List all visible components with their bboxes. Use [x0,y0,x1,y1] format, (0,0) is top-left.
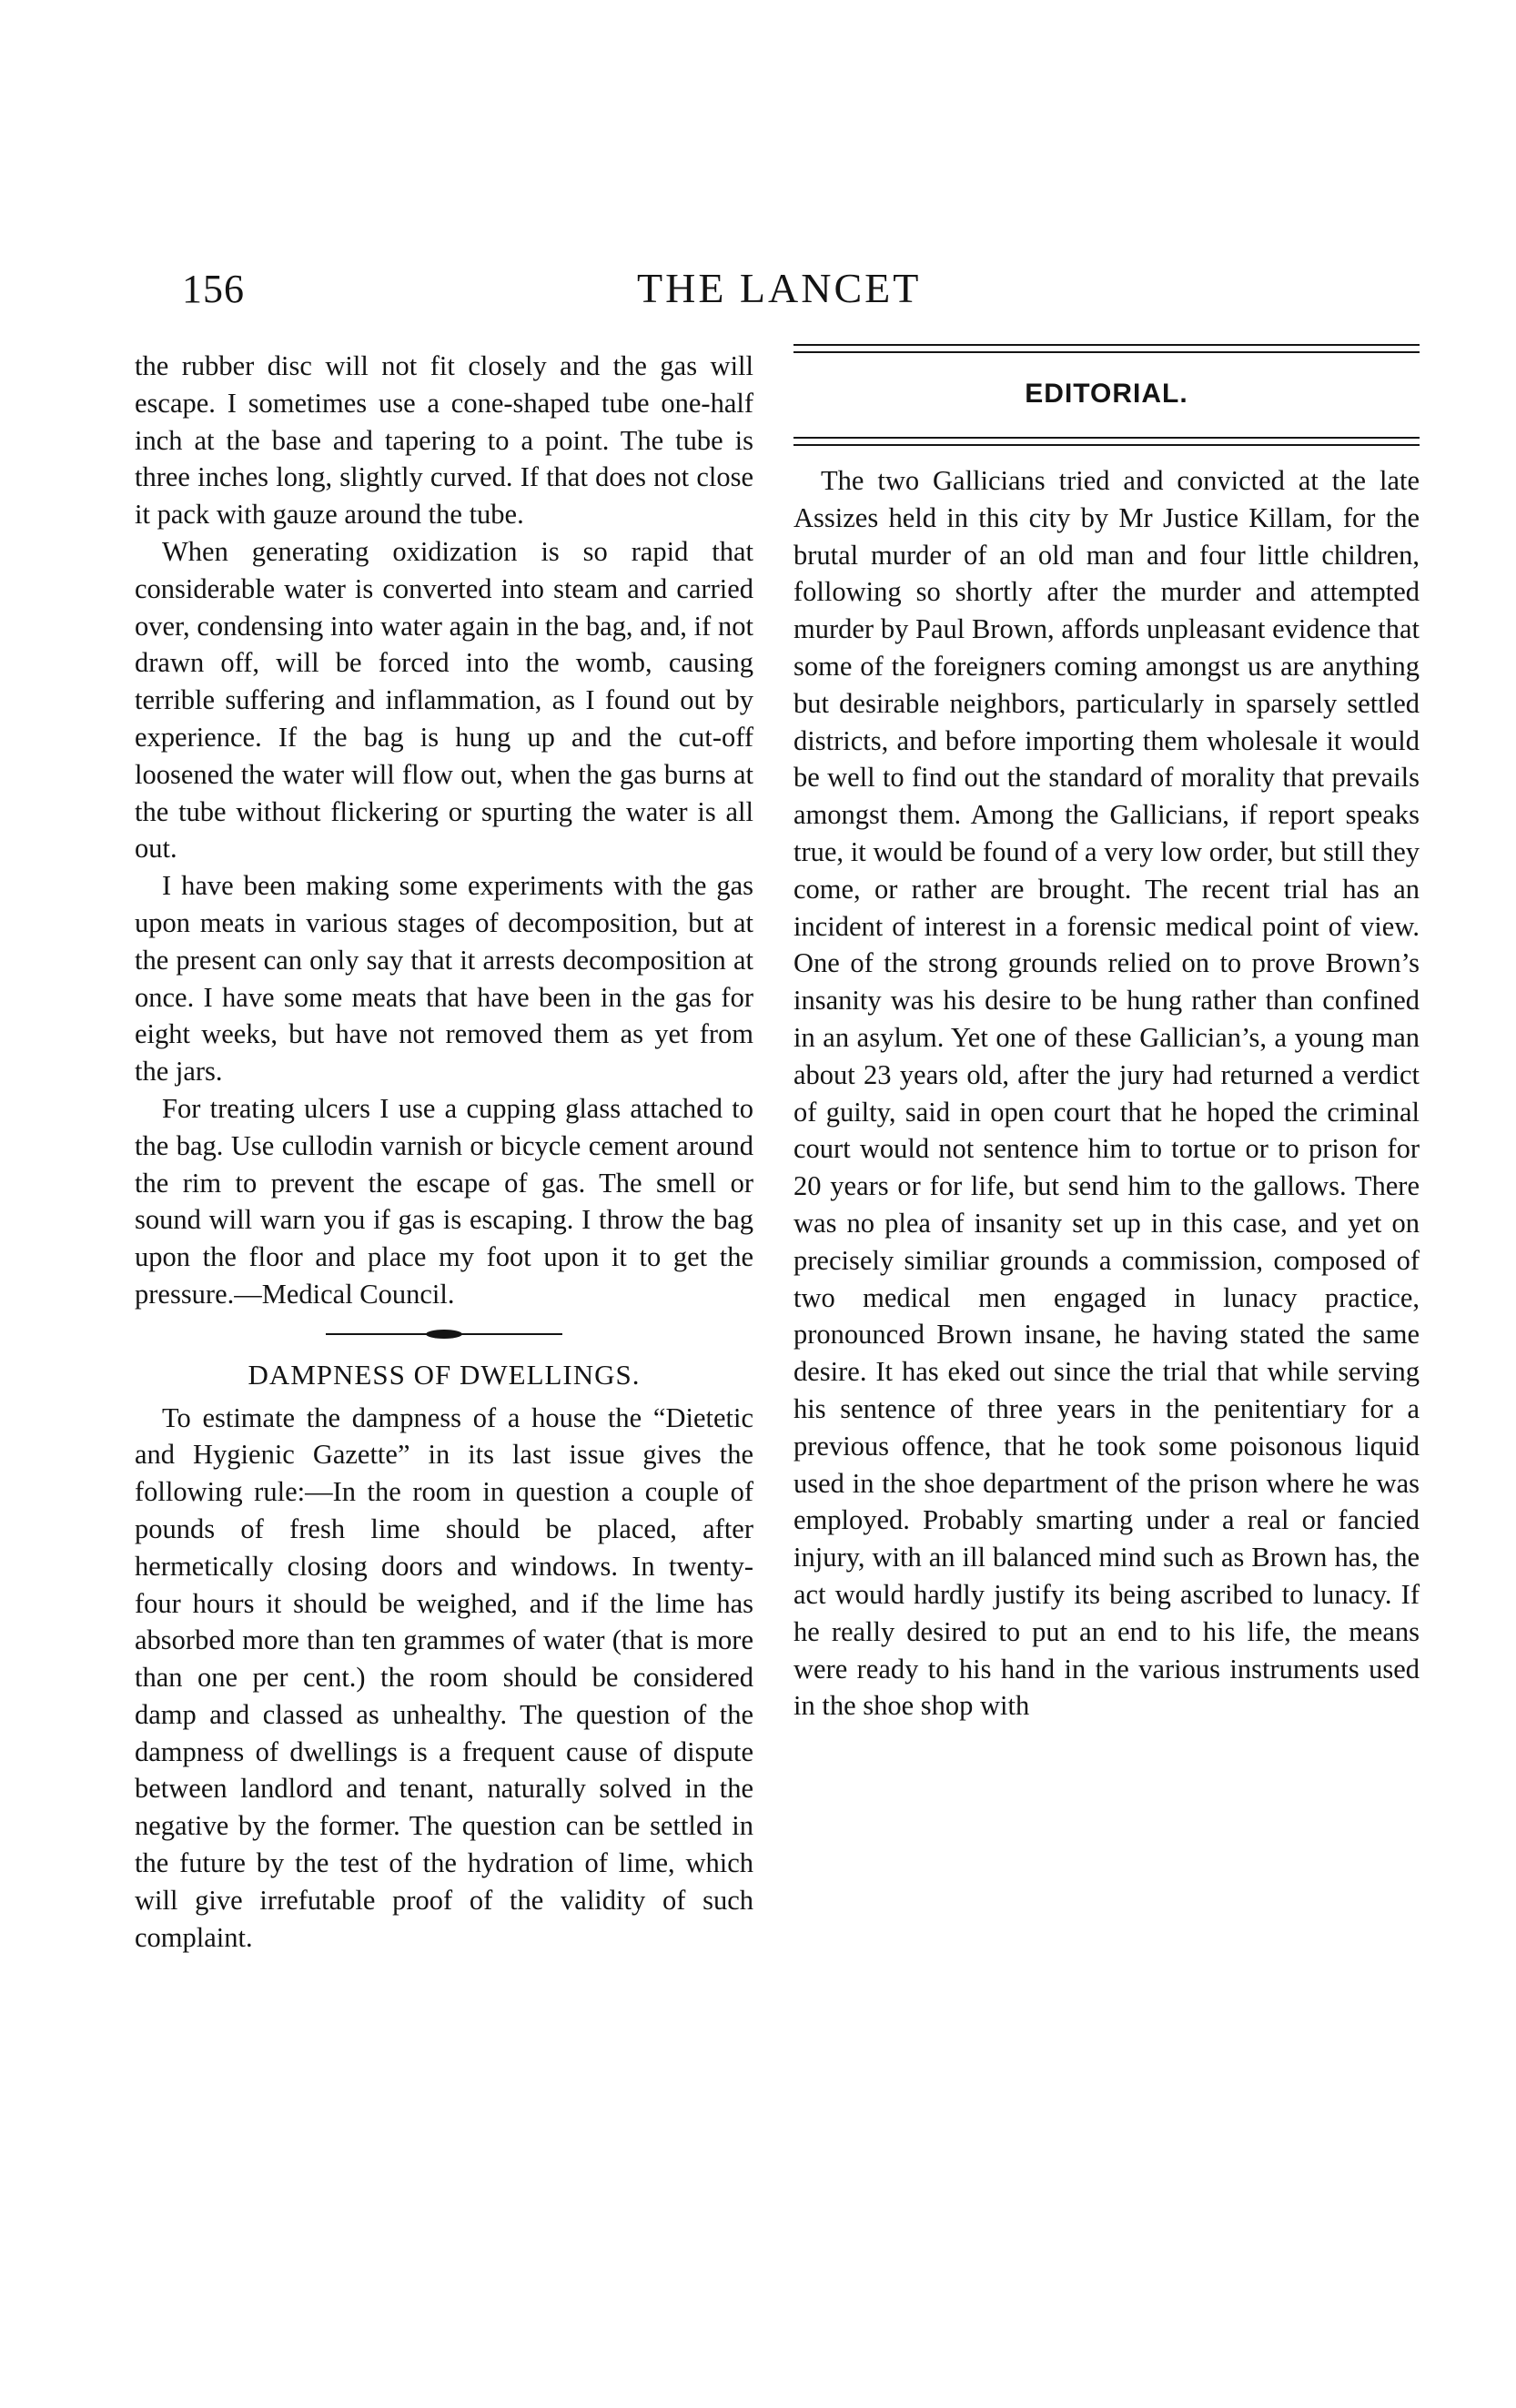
bottom-rule [793,437,1420,439]
article-paragraph: When generating oxidization is so rapid that considerable water is converted into steam and carried over, condensing into water again in the bag, and, if not drawn off, will be forced into the womb, causing terrible suffering and inflammation, as I found out by experience. If the bag is hung up and the cut-off loosened the water will flow out, when the gas burns at the tube without flickering or spurting the water is all out. [135,535,753,865]
bottom-rule-second [793,444,1420,446]
section-paragraph: To estimate the dampness of a house the “Dietetic and Hygienic Gazette” in its last issue gives the following rule:—In the room in question a couple of pounds of fresh lime should be placed, after hermetically closing doors and windows. In twenty-four hours it should be weighed, and if the lime has absorbed more than ten grammes of water (that is more than one per cent.) the room should be considered damp and classed as unhealthy. The question of the dampness of dwellings is a frequent cause of dispute between landlord and tenant, naturally solved in the negative by the former. The question can be settled in the future by the test of the hydration of lime, which will give irrefutable proof of the validity of such complaint. [135,1401,753,1953]
article-paragraph: For treating ulcers I use a cupping glass attached to the bag. Use cullodin varnish or bicycle cement around the rim to prevent the escape of gas. The smell or sound will warn you if gas is escaping. I throw the bag upon the floor and place my foot upon it to get the pressure.—Medical Council. [135,1092,753,1310]
left-column [135,348,753,1956]
editorial-paragraph: The two Gallicians tried and convicted at the late Assizes held in this city by Mr Justice Killam, for the brutal murder of an old man and four little children, following so shortly after the murder and attempted murder by Paul Brown, affords unpleasant evidence that some of the foreigners coming amongst us are anything but desirable neighbors, particularly in sparsely settled districts, and before importing them wholesale it would be well to find out the standard of morality that prevails amongst them. Among the Gallicians, if report speaks true, it would be found of a very low order, but still they come, or rather are brought. The recent trial has an incident of interest in a forensic medical point of view. One of the strong grounds relied on to prove Brown’s insanity was his desire to be hung rather than confined in an asylum. Yet one of these Gallician’s, a young man about 23 years old, after the jury had returned a verdict of guilty, said in open court that he hoped the criminal court would not sentence him to tortue or to prison for 20 years or for life, but send him to the gallows. There was no plea of insanity set up in this case, and yet on precisely similiar grounds a commission, composed of two medical men engaged in lunacy practice, pronounced Brown insane, he having stated the same desire. It has eked out since the trial that while serving his sentence of three years in the penitentiary for a previous offence, that he took some poisonous liquid used in the shoe department of the prison where he was employed. Probably smarting under a real or fancied injury, with an ill balanced mind such as Brown has, the act would hardly justify its being ascribed to lunacy. If he really desired to put an end to his life, the means were ready to his hand in the various instruments used in the shoe shop with [793,465,1420,1722]
top-rule-second [793,351,1420,353]
article-paragraph: I have been making some experiments with the gas upon meats in various stages of decomposition, but at the present can only say that it arrests decomposition at once. I have some meats that have been in the gas for eight weeks, but have not removed them as yet from the jars. [135,870,753,1088]
editorial-heading: EDITORIAL. [1025,379,1188,409]
right-column [793,462,1420,1725]
section-divider-ornament [326,1330,562,1339]
journal-title: THE LANCET [637,265,922,311]
section-heading: DAMPNESS OF DWELLINGS. [248,1358,641,1391]
editorial-header [793,344,1420,446]
page-number: 156 [182,267,245,311]
article-paragraph: the rubber disc will not fit closely and the gas will escape. I sometimes use a cone-shaped tube one-half inch at the base and tapering to a point. The tube is three inches long, slightly curved. If that does not close it pack with gauze around the tube. [135,350,753,531]
top-rule [793,344,1420,346]
divider-dot [426,1330,462,1339]
